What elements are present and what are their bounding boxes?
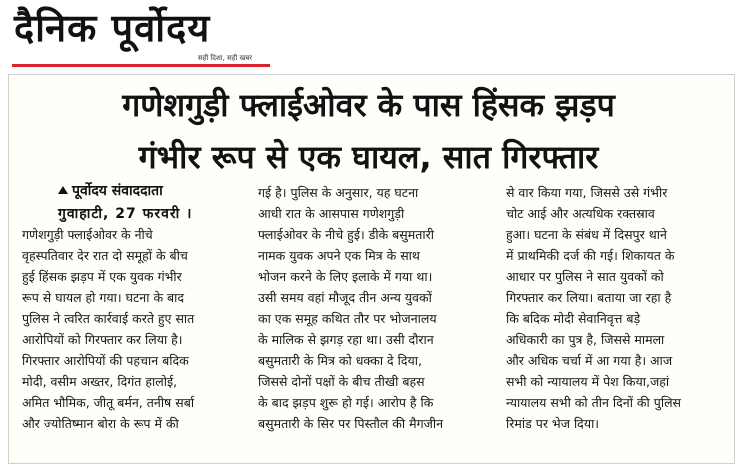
- article-line: जिससे दोनों पक्षों के बीच तीखी बहस: [258, 374, 425, 389]
- masthead-rule: [12, 64, 270, 67]
- article-line: न्यायालय सभी को तीन दिनों की पुलिस: [506, 395, 681, 410]
- article-line: हुआ। घटना के संबंध में दिसपुर थाने: [506, 227, 667, 242]
- article-line: रिमांड पर भेज दिया।: [506, 416, 600, 431]
- article-line: पुलिस ने त्वरित कार्रवाई करते हुए सात: [22, 311, 195, 326]
- article-line: में प्राथमिकी दर्ज की गई। शिकायत के: [506, 248, 675, 263]
- newspaper-logo: [14, 4, 210, 52]
- article-line: के मालिक से झगड़ रहा था। उसी दौरान: [258, 332, 434, 347]
- logo-text: दैनिक पूर्वोदय: [14, 6, 211, 50]
- article-line: गिरफ्तार आरोपियों की पहचान बदिक: [22, 353, 189, 368]
- article-line: उसी समय वहां मौजूद तीन अन्य युवकों: [258, 290, 432, 305]
- article-line: आधी रात के आसपास गणेशगुड़ी: [258, 206, 405, 221]
- article-line: गई है। पुलिस के अनुसार, यह घटना: [258, 185, 419, 200]
- article-line: फ्लाईओवर के नीचे हुई। डीके बसुमतारी: [258, 227, 434, 242]
- article-line: का एक समूह कथित तौर पर भोजनालय: [258, 311, 437, 326]
- byline: [58, 180, 163, 202]
- article-line: अमित भौमिक, जीतू बर्मन, तनीष सर्बा: [22, 395, 195, 410]
- article-line: चोट आई और अत्यधिक रक्तस्राव: [506, 206, 655, 221]
- article-column-1: [22, 224, 246, 434]
- masthead: [0, 0, 737, 72]
- article-column-3: [506, 182, 724, 434]
- article-line: के बाद झड़प शुरू हो गई। आरोप है कि: [258, 395, 434, 410]
- article-line: मोदी, वसीम अख्तर, दिगंत हालोई,: [22, 374, 178, 389]
- headline-line-2: गंभीर रूप से एक घायल, सात गिरफ्तार: [138, 138, 599, 176]
- article-line: गणेशगुड़ी फ्लाईओवर के नीचे: [22, 227, 153, 242]
- article-line: बसुमतारी के सिर पर पिस्तौल की मैगजीन: [258, 416, 444, 431]
- tagline: सही दिशा, सही खबर: [198, 54, 253, 62]
- article-line: और ज्योतिष्मान बोरा के रूप में की: [22, 416, 179, 431]
- article-line: हुई हिंसक झड़प में एक युवक गंभीर: [22, 269, 182, 284]
- article-line: अधिकारी का पुत्र है, जिससे मामला: [506, 332, 665, 347]
- article-line: रूप से घायल हो गया। घटना के बाद: [22, 290, 185, 305]
- article-line: बसुमतारी के मित्र को धक्का दे दिया,: [258, 353, 422, 368]
- triangle-icon: [58, 186, 68, 194]
- dateline: गुवाहाटी, 27 फरवरी ।: [58, 206, 193, 222]
- article-line: और अधिक चर्चा में आ गया है। आज: [506, 353, 673, 368]
- article-line: आरोपियों को गिरफ्तार कर लिया है।: [22, 332, 183, 347]
- article-line: से वार किया गया, जिससे उसे गंभीर: [506, 185, 668, 200]
- article-line: भोजन करने के लिए इलाके में गया था।: [258, 269, 433, 284]
- article-column-2: [258, 182, 494, 434]
- byline-text: पूर्वोदय संवाददाता: [72, 183, 163, 199]
- article-line: कि बदिक मोदी सेवानिवृत्त बड़े: [506, 311, 641, 326]
- article-line: सभी को न्यायालय में पेश किया,जहां: [506, 374, 670, 389]
- article-line: आधार पर पुलिस ने सात युवकों को: [506, 269, 664, 284]
- article-line: नामक युवक अपने एक मित्र के साथ: [258, 248, 420, 263]
- headline-line-1: गणेशगुड़ी फ्लाईओवर के पास हिंसक झड़प: [122, 86, 615, 124]
- article-line: गिरफ्तार कर लिया। बताया जा रहा है: [506, 290, 672, 305]
- article-line: वृहस्पतिवार देर रात दो समूहों के बीच: [22, 248, 188, 263]
